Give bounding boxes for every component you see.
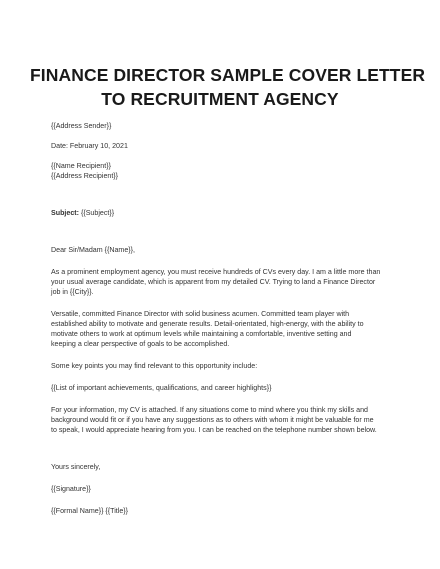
paragraph-cv-line: to speak, I would appreciate hearing from you. I can be reached on the telephone number shown below. (51, 426, 377, 434)
paragraph-cv (51, 405, 396, 435)
letter-date: Date: February 10, 2021 (51, 142, 128, 150)
paragraph-key-points: Some key points you may find relevant to this opportunity include: (51, 362, 258, 370)
address-sender: {{Address Sender}} (51, 122, 112, 130)
paragraph-intro-line: job in {{City}}. (51, 288, 94, 296)
title-line-1: FINANCE DIRECTOR SAMPLE COVER LETTER (30, 65, 426, 85)
title-line-2: TO RECRUITMENT AGENCY (101, 89, 339, 109)
salutation: Dear Sir/Madam {{Name}}, (51, 246, 135, 254)
paragraph-intro (51, 267, 396, 297)
paragraph-profile-line: Versatile, committed Finance Director with solid business acumen. Committed team player with (51, 310, 350, 318)
subject-line (51, 208, 396, 218)
paragraph-cv-line: For your information, my CV is attached. If any situations come to mind where you think my skills and (51, 406, 368, 414)
paragraph-cv-line: background would fit or if you have any suggestions as to others with whom it might be valuable for me (51, 416, 374, 424)
paragraph-intro-line: As a prominent employment agency, you must receive hundreds of CVs every day. I am a little more than (51, 268, 381, 276)
paragraph-profile-line: established ability to motivate and generate results. Detail-orientated, high-energy, with the ability to (51, 320, 364, 328)
closing: Yours sincerely, (51, 463, 101, 471)
subject-label: Subject: (51, 209, 79, 217)
subject-value: {{Subject}} (78, 209, 115, 217)
highlights-placeholder: {{List of important achievements, qualifications, and career highlights}} (51, 384, 272, 392)
paragraph-profile-line: keeping a clear perspective of goals to be accomplished. (51, 340, 230, 348)
signature-placeholder: {{Signature}} (51, 485, 91, 493)
formal-name-title: {{Formal Name}} {{Title}} (51, 507, 129, 515)
paragraph-profile-line: motivate others to work at optimum levels while maintaining a comfortable, inventive setting and (51, 330, 352, 338)
paragraph-intro-line: your usual average candidate, which is apparent from my detailed CV. Trying to land a Finance Director (51, 278, 376, 286)
letter-body (51, 121, 396, 516)
document-title (30, 63, 426, 111)
paragraph-profile (51, 309, 396, 349)
address-recipient: {{Address Recipient}} (51, 172, 119, 180)
name-recipient: {{Name Recipient}} (51, 162, 111, 170)
